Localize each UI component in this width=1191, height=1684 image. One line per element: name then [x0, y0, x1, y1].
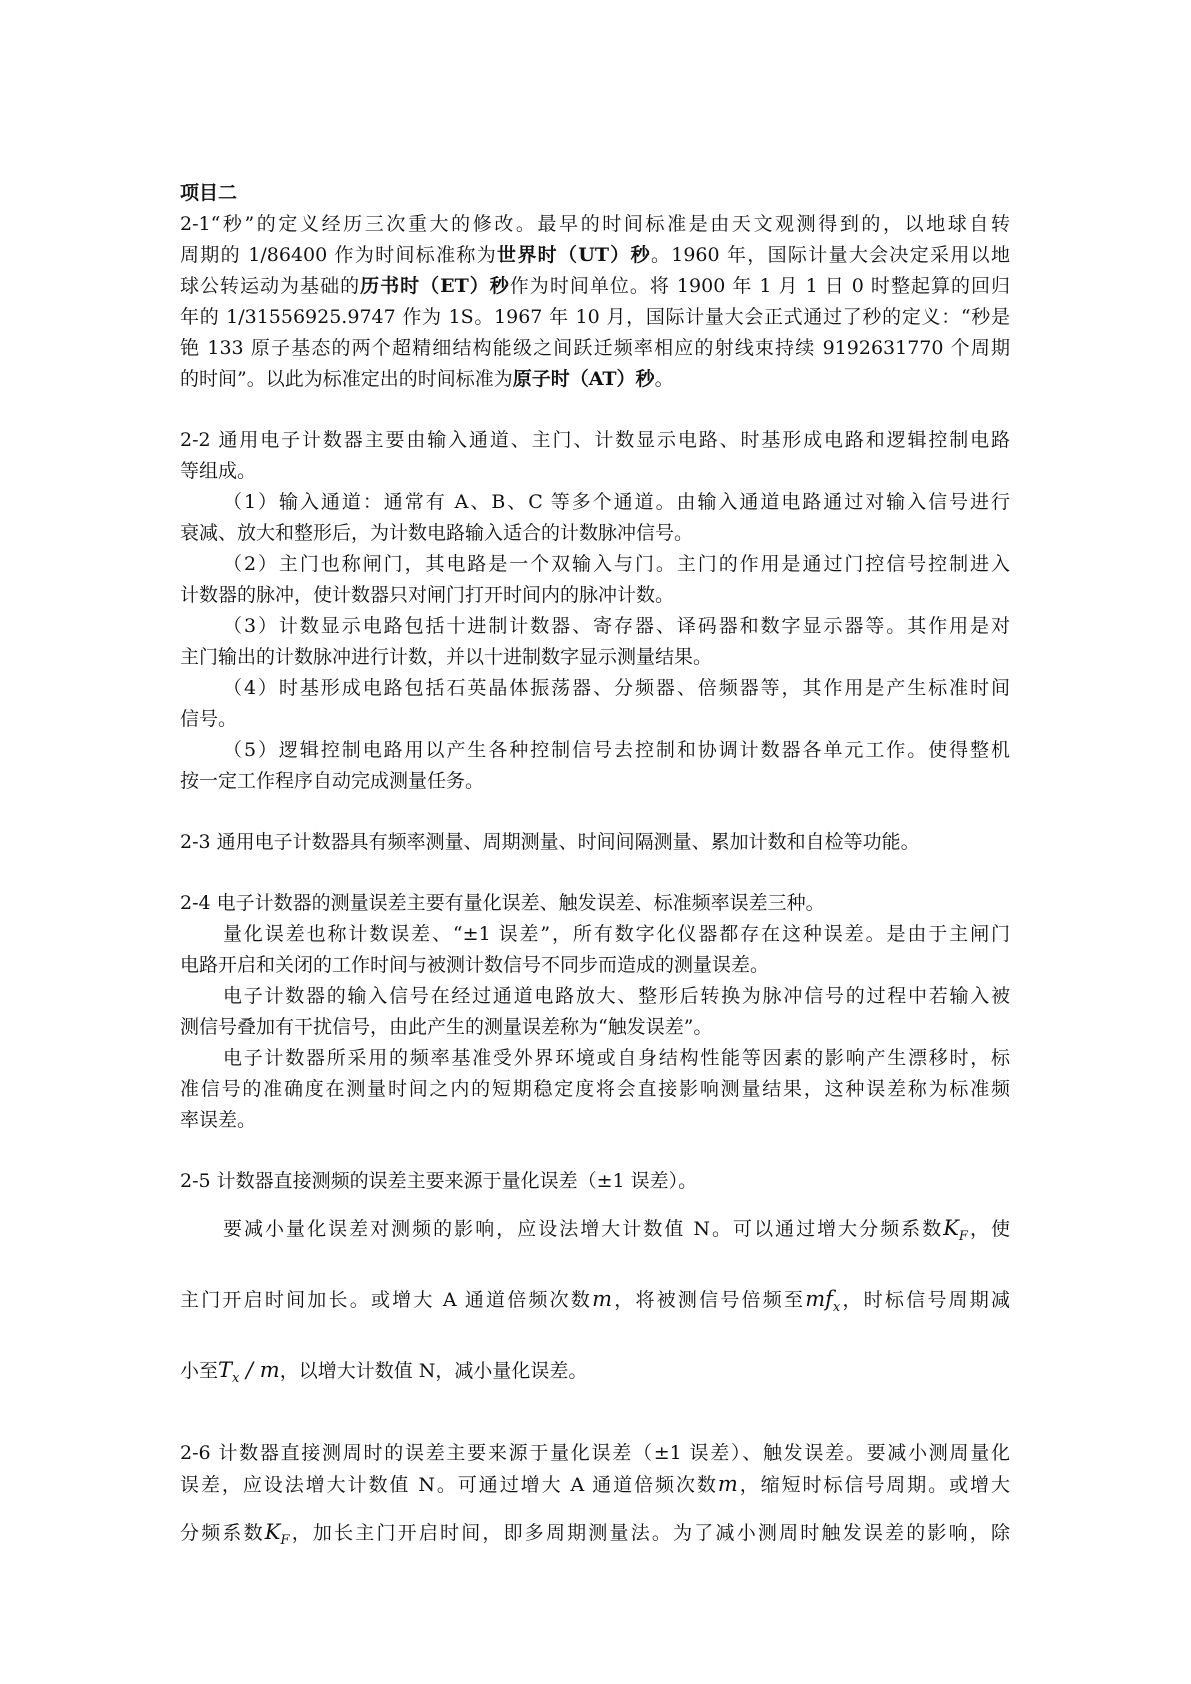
text-line: 2-1“秒”的定义经历三次重大的修改。最早的时间标准是由天文观测得到的，以地球自转: [180, 213, 1010, 235]
text-line: 分频系数$K_F$，加长主门开启时间，即多周期测量法。为了减小测周时触发误差的影响，除: [180, 1520, 1010, 1548]
math-symbol: $T_x$ / m: [218, 1358, 280, 1386]
text-line: 主门输出的计数脉冲进行计数，并以十进制数字显示测量结果。: [180, 646, 713, 668]
text-line: 周期的 1/86400 作为时间标准称为世界时（UT）秒。1960 年，国际计量大会决定采用以地: [180, 244, 1010, 266]
text-line: 小至$T_x$ / m，以增大计数值 N，减小量化误差。: [180, 1358, 588, 1386]
section-2-6: [180, 1438, 1010, 1572]
bold-term: 原子时（AT）秒: [512, 368, 655, 390]
text-line: 量化误差也称计数误差、“±1 误差”，所有数字化仪器都存在这种误差。是由于主闸门: [223, 923, 1010, 945]
text-line: 信号。: [180, 708, 238, 730]
text-line: （1）输入通道：通常有 A、B、C 等多个通道。由输入通道电路通过对输入信号进行: [223, 491, 1010, 513]
math-symbol: $K_F$: [264, 1520, 290, 1548]
text-line: （2）主门也称闸门，其电路是一个双输入与门。主门的作用是通过门控信号控制进入: [223, 553, 1010, 575]
text-line: 率误差。: [180, 1109, 257, 1131]
text-line: （4）时基形成电路包括石英晶体振荡器、分频器、倍频器等，其作用是产生标准时间: [223, 677, 1010, 699]
section-2-1: [180, 209, 1010, 395]
text-line: 年的 1/31556925.9747 作为 1S。1967 年 10 月，国际计量大会正式通过了秒的定义：“秒是: [180, 306, 1010, 328]
text-line: 测信号叠加有干扰信号，由此产生的测量误差称为“触发误差”。: [180, 1016, 713, 1038]
text-line: 球公转运动为基础的历书时（ET）秒作为时间单位。将 1900 年 1 月 1 日 0 时整起算的回归: [180, 275, 1010, 297]
text-line: 2-5 计数器直接测频的误差主要来源于量化误差（±1 误差）。: [180, 1170, 698, 1192]
bold-term: 世界时（UT）秒: [497, 244, 651, 266]
text-line: 准信号的准确度在测量时间之内的短期稳定度将会直接影响测量结果，这种误差称为标准频: [180, 1078, 1010, 1100]
text-line: 按一定工作程序自动完成测量任务。: [180, 770, 485, 792]
text-line: 等组成。: [180, 460, 257, 482]
section-2-5: [180, 1166, 1010, 1410]
math-symbol: $mf_x$: [805, 1287, 841, 1315]
text-line: 2-3 通用电子计数器具有频率测量、周期测量、时间间隔测量、累加计数和自检等功能。: [180, 831, 920, 853]
text-line: 衰减、放大和整形后，为计数电路输入适合的计数脉冲信号。: [180, 522, 694, 544]
text-line: （3）计数显示电路包括十进制计数器、寄存器、译码器和数字显示器等。其作用是对: [223, 615, 1010, 637]
bold-term: 历书时（ET）秒: [360, 275, 510, 297]
document-page: [180, 178, 1010, 1572]
page-heading: 项目二: [180, 182, 238, 204]
text-line: 误差，应设法增大计数值 N。可通过增大 A 通道倍频次数m，缩短时标信号周期。或增大: [180, 1472, 1010, 1496]
text-line: 铯 133 原子基态的两个超精细结构能级之间跃迁频率相应的射线束持续 9192631770 个周期: [180, 337, 1010, 359]
section-2-2: [180, 425, 1010, 797]
text-line: （5）逻辑控制电路用以产生各种控制信号去控制和协调计数器各单元工作。使得整机: [223, 739, 1010, 761]
text-line: 主门开启时间加长。或增大 A 通道倍频次数m，将被测信号倍频至$mf_x$，时标信号周期减: [180, 1287, 1010, 1315]
math-symbol: m: [717, 1472, 738, 1496]
text-line: 2-6 计数器直接测周时的误差主要来源于量化误差（±1 误差）、触发误差。要减小测周量化: [180, 1442, 1010, 1464]
section-2-4: [180, 888, 1010, 1136]
text-line: 要减小量化误差对测频的影响，应设法增大计数值 N。可以通过增大分频系数$K_F$，使: [223, 1216, 1010, 1244]
text-line: 2-4 电子计数器的测量误差主要有量化误差、触发误差、标准频率误差三种。: [180, 892, 825, 914]
text-line: 2-2 通用电子计数器主要由输入通道、主门、计数显示电路、时基形成电路和逻辑控制电路: [180, 429, 1010, 451]
text-line: 电路开启和关闭的工作时间与被测计数信号不同步而造成的测量误差。: [180, 954, 770, 976]
text-line: 电子计数器的输入信号在经过通道电路放大、整形后转换为脉冲信号的过程中若输入被: [223, 985, 1010, 1007]
section-2-3: [180, 827, 1010, 858]
math-symbol: m: [592, 1287, 613, 1311]
text-line: 计数器的脉冲，使计数器只对闸门打开时间内的脉冲计数。: [180, 584, 675, 606]
text-line: 电子计数器所采用的频率基准受外界环境或自身结构性能等因素的影响产生漂移时，标: [223, 1047, 1010, 1069]
math-symbol: $K_F$: [943, 1216, 968, 1244]
text-line: 的时间”。以此为标准定出的时间标准为原子时（AT）秒。: [180, 368, 674, 390]
